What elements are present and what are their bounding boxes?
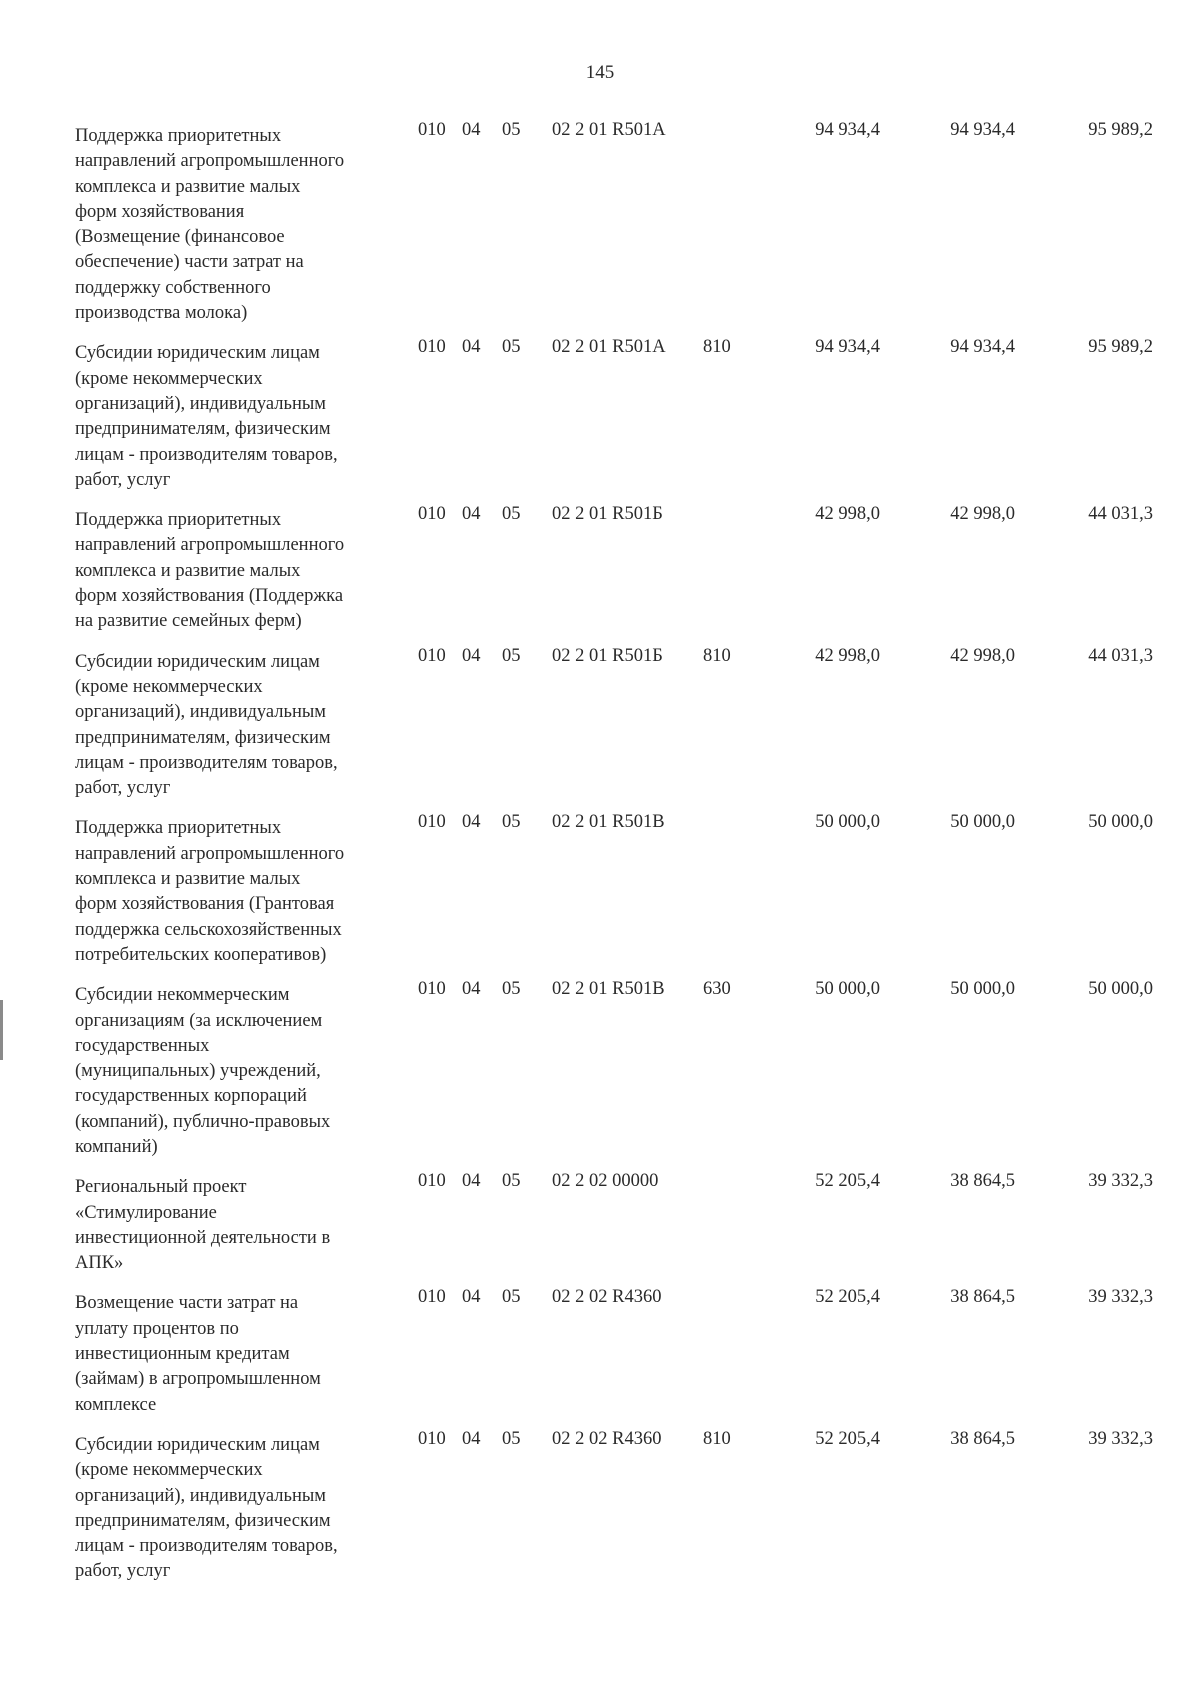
amount-year-1: 50 000,0 [815, 812, 880, 833]
amount-year-3: 44 031,3 [1088, 645, 1153, 666]
table-row [75, 1285, 1155, 1426]
subsection-code: 05 [502, 979, 521, 1000]
ministry-code: 010 [418, 504, 446, 525]
target-article-code: 02 2 01 R501В [552, 812, 665, 833]
scan-edge-mark [0, 1000, 3, 1060]
row-description: Поддержка приоритетных направлений агропромышленного комплекса и развитие малых форм хозяйствования (Грантовая поддержка сельскохозяйственных потребительских кооперативов) [75, 818, 345, 965]
ministry-code: 010 [418, 120, 446, 140]
target-article-code: 02 2 02 00000 [552, 1171, 659, 1192]
target-article-code: 02 2 01 R501Б [552, 504, 663, 525]
target-article-code: 02 2 01 R501А [552, 337, 666, 358]
amount-year-3: 39 332,3 [1088, 1287, 1153, 1308]
expense-type-code: 810 [703, 645, 731, 666]
budget-table [75, 118, 1155, 1594]
ministry-code: 010 [418, 812, 446, 833]
ministry-code: 010 [418, 1171, 446, 1192]
subsection-code: 05 [502, 645, 521, 666]
table-row [75, 977, 1155, 1169]
subsection-code: 05 [502, 504, 521, 525]
row-description: Субсидии некоммерческим организациям (за исключением государственных (муниципальных) учреждений, государственных корпораций (компаний), публично-правовых компаний) [75, 985, 331, 1157]
amount-year-2: 94 934,4 [950, 120, 1015, 140]
subsection-code: 05 [502, 1287, 521, 1308]
ministry-code: 010 [418, 979, 446, 1000]
amount-year-2: 50 000,0 [950, 812, 1015, 833]
table-row [75, 1427, 1155, 1594]
subsection-code: 05 [502, 1428, 521, 1449]
ministry-code: 010 [418, 1428, 446, 1449]
amount-year-2: 38 864,5 [950, 1171, 1015, 1192]
table-row [75, 502, 1155, 643]
amount-year-1: 42 998,0 [815, 504, 880, 525]
table-row [75, 1169, 1155, 1285]
section-code: 04 [462, 120, 481, 140]
row-description: Субсидии юридическим лицам (кроме некоммерческих организаций), индивидуальным предпринимателям, физическим лицам - производителям товаров, работ, услуг [75, 651, 338, 799]
amount-year-2: 50 000,0 [950, 979, 1015, 1000]
section-code: 04 [462, 1428, 481, 1449]
amount-year-3: 50 000,0 [1088, 979, 1153, 1000]
ministry-code: 010 [418, 1287, 446, 1308]
table-row [75, 644, 1155, 811]
subsection-code: 05 [502, 337, 521, 358]
target-article-code: 02 2 01 R501В [552, 979, 665, 1000]
amount-year-3: 39 332,3 [1088, 1171, 1153, 1192]
amount-year-3: 44 031,3 [1088, 504, 1153, 525]
table-row [75, 810, 1155, 977]
section-code: 04 [462, 1171, 481, 1192]
section-code: 04 [462, 812, 481, 833]
amount-year-1: 94 934,4 [815, 120, 880, 140]
row-description: Возмещение части затрат на уплату процентов по инвестиционным кредитам (займам) в агропромышленном комплексе [75, 1293, 321, 1415]
amount-year-3: 50 000,0 [1088, 812, 1153, 833]
subsection-code: 05 [502, 120, 521, 140]
row-description: Субсидии юридическим лицам (кроме некоммерческих организаций), индивидуальным предпринимателям, физическим лицам - производителям товаров, работ, услуг [75, 343, 338, 490]
table-row [75, 335, 1155, 502]
expense-type-code: 810 [703, 337, 731, 358]
target-article-code: 02 2 02 R4360 [552, 1287, 662, 1308]
section-code: 04 [462, 1287, 481, 1308]
table-row [75, 118, 1155, 335]
section-code: 04 [462, 645, 481, 666]
amount-year-2: 38 864,5 [950, 1287, 1015, 1308]
row-description: Поддержка приоритетных направлений агропромышленного комплекса и развитие малых форм хозяйствования (Поддержка на развитие семейных ферм) [75, 510, 345, 632]
amount-year-2: 42 998,0 [950, 645, 1015, 666]
amount-year-2: 94 934,4 [950, 337, 1015, 358]
subsection-code: 05 [502, 1171, 521, 1192]
amount-year-2: 42 998,0 [950, 504, 1015, 525]
row-description: Региональный проект «Стимулирование инвестиционной деятельности в АПК» [75, 1177, 331, 1274]
target-article-code: 02 2 01 R501А [552, 120, 666, 140]
section-code: 04 [462, 337, 481, 358]
target-article-code: 02 2 02 R4360 [552, 1428, 662, 1449]
row-description: Субсидии юридическим лицам (кроме некоммерческих организаций), индивидуальным предпринимателям, физическим лицам - производителям товаров, работ, услуг [75, 1434, 338, 1582]
amount-year-1: 52 205,4 [815, 1171, 880, 1192]
amount-year-1: 50 000,0 [815, 979, 880, 1000]
amount-year-3: 39 332,3 [1088, 1428, 1153, 1449]
ministry-code: 010 [418, 645, 446, 666]
subsection-code: 05 [502, 812, 521, 833]
page-number: 145 [585, 62, 615, 83]
row-description: Поддержка приоритетных направлений агропромышленного комплекса и развитие малых форм хозяйствования (Возмещение (финансовое обеспечение) части затрат на поддержку собственного производства молока) [75, 126, 345, 324]
section-code: 04 [462, 979, 481, 1000]
amount-year-3: 95 989,2 [1088, 337, 1153, 358]
target-article-code: 02 2 01 R501Б [552, 645, 663, 666]
amount-year-2: 38 864,5 [950, 1428, 1015, 1449]
amount-year-1: 52 205,4 [815, 1428, 880, 1449]
expense-type-code: 630 [703, 979, 731, 1000]
amount-year-1: 52 205,4 [815, 1287, 880, 1308]
amount-year-1: 94 934,4 [815, 337, 880, 358]
ministry-code: 010 [418, 337, 446, 358]
amount-year-3: 95 989,2 [1088, 120, 1153, 140]
section-code: 04 [462, 504, 481, 525]
amount-year-1: 42 998,0 [815, 645, 880, 666]
expense-type-code: 810 [703, 1428, 731, 1449]
